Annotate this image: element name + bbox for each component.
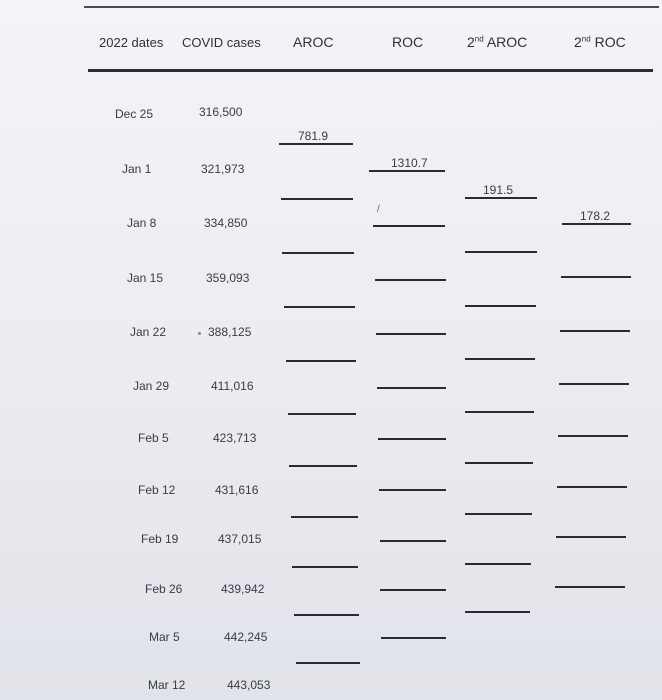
second-aroc-blank[interactable]: [465, 513, 532, 515]
roc-blank[interactable]: [380, 589, 446, 591]
roc-blank[interactable]: [378, 438, 446, 440]
aroc-blank[interactable]: [284, 306, 355, 308]
header-second-aroc: [467, 34, 527, 50]
header-rule: [88, 69, 653, 72]
second-roc-blank[interactable]: [559, 383, 629, 385]
roc-blank[interactable]: [377, 387, 446, 389]
second-roc-blank[interactable]: [556, 536, 626, 538]
header-covid-cases: COVID cases: [182, 35, 261, 50]
top-rule: [84, 6, 659, 8]
row-cases: 359,093: [206, 271, 250, 285]
header-second-aroc-num: 2: [467, 34, 475, 50]
second-roc-blank[interactable]: [555, 586, 625, 588]
roc-blank[interactable]: [373, 225, 445, 227]
roc-blank[interactable]: [369, 170, 445, 172]
pen-dot: [198, 332, 201, 335]
row-cases: 321,973: [201, 162, 245, 176]
second-aroc-blank[interactable]: [465, 305, 536, 307]
aroc-blank[interactable]: [291, 516, 358, 518]
row-cases: 411,016: [211, 379, 254, 393]
second-roc-blank[interactable]: [561, 276, 631, 278]
aroc-blank[interactable]: [288, 413, 356, 415]
second-aroc-blank[interactable]: [465, 462, 533, 464]
row-date: Dec 25: [115, 107, 154, 121]
aroc-blank[interactable]: [279, 143, 353, 145]
aroc-blank[interactable]: [282, 252, 354, 254]
aroc-answer: 781.9: [298, 129, 329, 143]
row-cases: 316,500: [199, 105, 243, 119]
roc-blank[interactable]: [380, 540, 446, 542]
row-date: Feb 26: [145, 582, 183, 596]
aroc-blank[interactable]: [292, 566, 358, 568]
aroc-blank[interactable]: [281, 198, 353, 200]
row-date: Mar 5: [149, 630, 180, 644]
row-cases: 439,942: [221, 582, 265, 596]
row-date: Jan 22: [130, 325, 167, 339]
row-date: Feb 5: [138, 431, 169, 445]
row-cases: 334,850: [204, 216, 248, 230]
header-second-roc: [574, 34, 626, 50]
aroc-blank[interactable]: [286, 360, 356, 362]
header-second-aroc-text: AROC: [483, 34, 528, 50]
roc-blank[interactable]: [379, 489, 446, 491]
second-aroc-blank[interactable]: [465, 411, 534, 413]
roc-blank[interactable]: [376, 333, 446, 335]
second-roc-blank[interactable]: [558, 435, 628, 437]
header-second-aroc-sup: nd: [474, 34, 484, 44]
row-date: Jan 15: [127, 271, 164, 285]
second-roc-blank[interactable]: [557, 486, 627, 488]
header-dates: 2022 dates: [99, 35, 164, 50]
header-roc: ROC: [392, 34, 424, 50]
second-aroc-blank[interactable]: [465, 251, 537, 253]
second-aroc-blank[interactable]: [465, 197, 537, 199]
row-cases: 443,053: [227, 678, 271, 692]
row-cases: 388,125: [208, 325, 252, 339]
second-roc-answer: 178.2: [580, 209, 611, 223]
row-cases: 437,015: [218, 532, 262, 546]
stray-pen-mark: /: [377, 204, 380, 215]
roc-blank[interactable]: [381, 637, 446, 639]
aroc-blank[interactable]: [294, 614, 359, 616]
second-aroc-answer: 191.5: [483, 183, 514, 197]
row-cases: 442,245: [224, 630, 268, 644]
row-date: Jan 8: [127, 216, 157, 230]
second-aroc-blank[interactable]: [465, 358, 535, 360]
row-cases: 423,713: [213, 431, 257, 445]
aroc-blank[interactable]: [289, 465, 357, 467]
second-roc-blank[interactable]: [562, 223, 631, 225]
header-second-roc-num: 2: [574, 34, 582, 50]
second-aroc-blank[interactable]: [465, 563, 531, 565]
roc-blank[interactable]: [375, 279, 446, 281]
header-second-roc-text: ROC: [590, 34, 626, 50]
row-date: Mar 12: [148, 678, 186, 692]
row-cases: 431,616: [215, 483, 259, 497]
roc-answer: 1310.7: [391, 156, 428, 170]
aroc-blank[interactable]: [296, 662, 360, 664]
row-date: Jan 29: [133, 379, 170, 393]
header-second-roc-sup: nd: [581, 34, 591, 44]
row-date: Feb 19: [141, 532, 179, 546]
row-date: Feb 12: [138, 483, 176, 497]
row-date: Jan 1: [122, 162, 152, 176]
second-roc-blank[interactable]: [560, 330, 630, 332]
header-aroc: AROC: [293, 34, 334, 50]
second-aroc-blank[interactable]: [465, 611, 530, 613]
